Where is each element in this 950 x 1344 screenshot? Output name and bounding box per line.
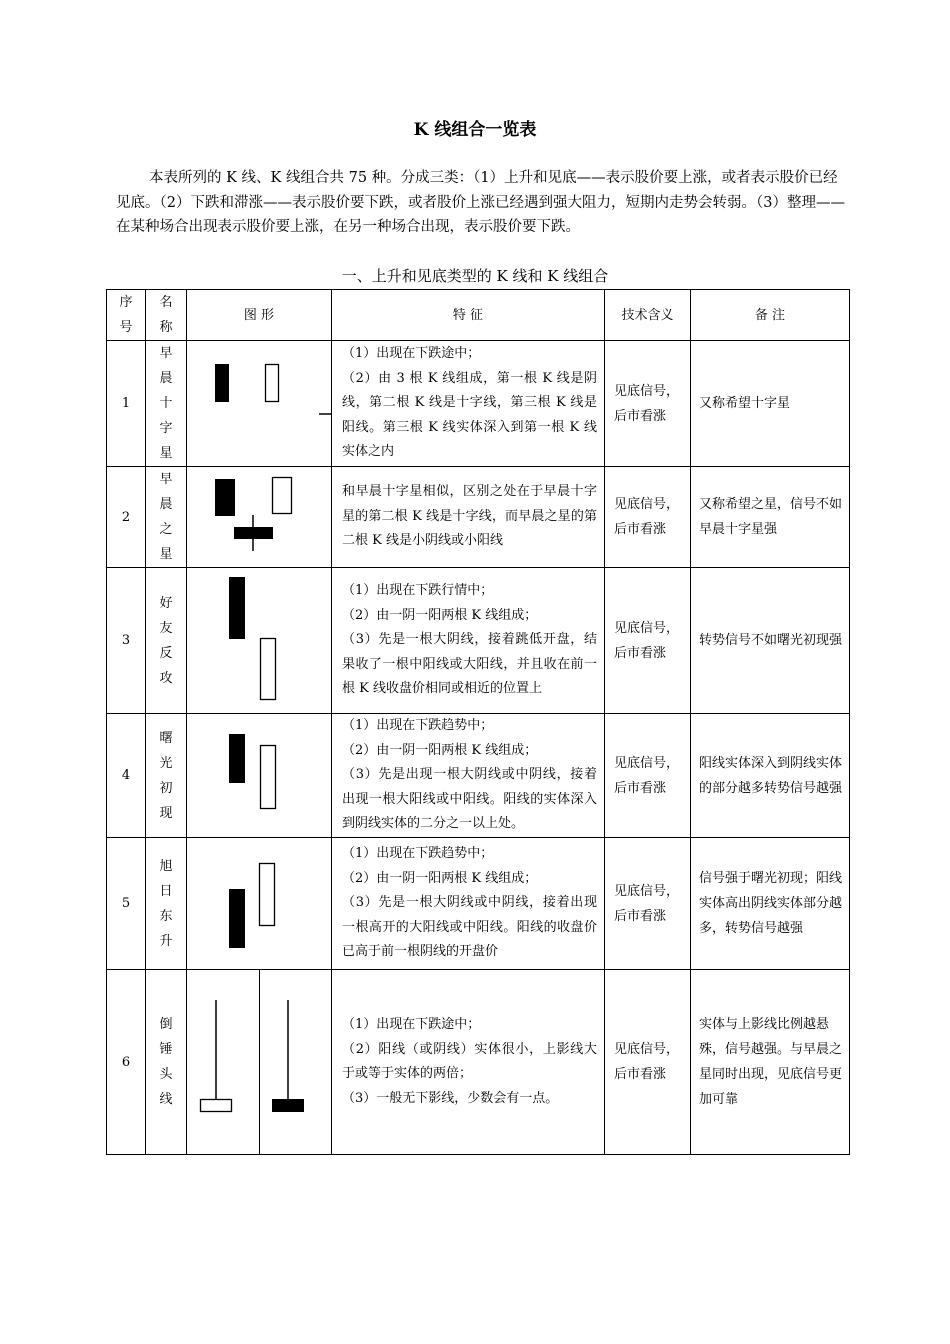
row-meaning: 见底信号，后市看涨 [605, 838, 691, 970]
feature-line: （1）出现在下跌行情中； [342, 583, 494, 599]
table-header-row [107, 290, 850, 341]
row-name: 旭日东升 [159, 858, 173, 949]
row-name: 倒锤头线 [159, 1017, 173, 1107]
row-meaning: 见底信号，后市看涨 [605, 467, 691, 568]
feature-line: （1）出现在下跌趋势中； [342, 846, 494, 862]
row-note: 实体与上影线比例越悬殊，信号越强。与早晨之星同时出现，见底信号更加可靠 [691, 970, 850, 1155]
row-note: 又称希望十字星 [691, 341, 850, 467]
table-row [107, 568, 850, 714]
row-name: 好友反攻 [159, 595, 173, 686]
feature-line: （1）出现在下跌途中； [342, 346, 481, 362]
row-meaning: 见底信号，后市看涨 [605, 970, 691, 1155]
kline-table [106, 289, 850, 1155]
header-name: 名称 [146, 290, 187, 341]
row-index: 5 [107, 838, 146, 970]
inverted-hammer-yang-icon [187, 970, 260, 1154]
row-meaning: 见底信号，后市看涨 [605, 714, 691, 838]
row-index: 6 [107, 970, 146, 1155]
intro-paragraph: 本表所列的 K 线、K 线组合共 75 种。分成三类：（1）上升和见底——表示股价要上涨，或者表示股价已经见底。（2）下跌和滞涨——表示股价要下跌，或者股价上涨已经遇到强大阻力，短期内走势会转弱。（3）整理——在某种场合出现表示股价要上涨，在另一种场合出现，表示股价要下跌。 [116, 170, 845, 235]
feature-line: （2）由一阴一阳两根 K 线组成； [342, 607, 538, 623]
section-title: 一、上升和见底类型的 K 线和 K 线组合 [341, 267, 609, 285]
row-index: 3 [107, 568, 146, 714]
inverted-hammer-yin-icon [260, 970, 332, 1154]
row-index: 2 [107, 467, 146, 568]
bullish-counterattack-icon [187, 568, 332, 714]
morning-star-icon [187, 467, 332, 568]
header-figure: 图 形 [187, 290, 332, 341]
row-name: 早晨之星 [159, 472, 173, 562]
row-index: 1 [107, 341, 146, 467]
feature-line: （3）一般无下影线，少数会有一点。 [342, 1090, 559, 1106]
rising-sun-icon [187, 838, 332, 970]
feature-line: （3）先是出现一根大阴线或中阴线，接着出现一根大阳线或中阳线。阳线的实体深入到阴线实体的二分之一以上处。 [342, 767, 597, 832]
row-name: 早晨十字星 [159, 346, 173, 461]
morning-doji-star-icon [187, 341, 332, 467]
row-index: 4 [107, 714, 146, 838]
header-note: 备 注 [691, 290, 850, 341]
table-row [107, 838, 850, 970]
table-row [107, 467, 850, 568]
header-meaning: 技术含义 [605, 290, 691, 341]
table-row [107, 714, 850, 838]
row-note: 信号强于曙光初现；阳线实体高出阴线实体部分越多，转势信号越强 [691, 838, 850, 970]
row-note: 又称希望之星，信号不如早晨十字星强 [691, 467, 850, 568]
row-meaning: 见底信号，后市看涨 [605, 568, 691, 714]
header-feature: 特 征 [332, 290, 605, 341]
document-title: K 线组合一览表 [413, 120, 537, 140]
table-row [107, 970, 850, 1155]
row-note: 阳线实体深入到阴线实体的部分越多转势信号越强 [691, 714, 850, 838]
feature-line: （3）先是一根大阴线或中阴线，接着出现一根高开的大阳线或中阳线。阳线的收盘价已高于前一根阴线的开盘价 [342, 895, 597, 960]
feature-line: （1）出现在下跌趋势中； [342, 718, 494, 734]
row-note: 转势信号不如曙光初现强 [691, 568, 850, 714]
row-name: 曙光初现 [159, 730, 173, 821]
feature-line: （2）由一阴一阳两根 K 线组成； [342, 870, 538, 886]
feature-line: （2）由 3 根 K 线组成，第一根 K 线是阴线，第二根 K 线是十字线，第三根 K 线是阳线。第三根 K 线实体深入到第一根 K 线实体之内 [342, 370, 597, 460]
feature-line: （2）由一阴一阳两根 K 线组成； [342, 742, 538, 758]
feature-line: （2）阳线（或阴线）实体很小，上影线大于或等于实体的两倍； [342, 1041, 597, 1081]
feature-line: （3）先是一根大阴线，接着跳低开盘，结果收了一根中阳线或大阳线，并且收在前一根 K 线收盘价相同或相近的位置上 [342, 632, 597, 697]
header-index: 序号 [107, 290, 146, 341]
feature-line: （1）出现在下跌途中； [342, 1017, 481, 1032]
table-row [107, 341, 850, 467]
piercing-line-icon [187, 714, 332, 838]
feature-line: 和早晨十字星相似，区别之处在于早晨十字星的第二根 K 线是十字线，而早晨之星的第二根 K 线是小阴线或小阳线 [342, 484, 597, 549]
row-meaning: 见底信号，后市看涨 [605, 341, 691, 467]
